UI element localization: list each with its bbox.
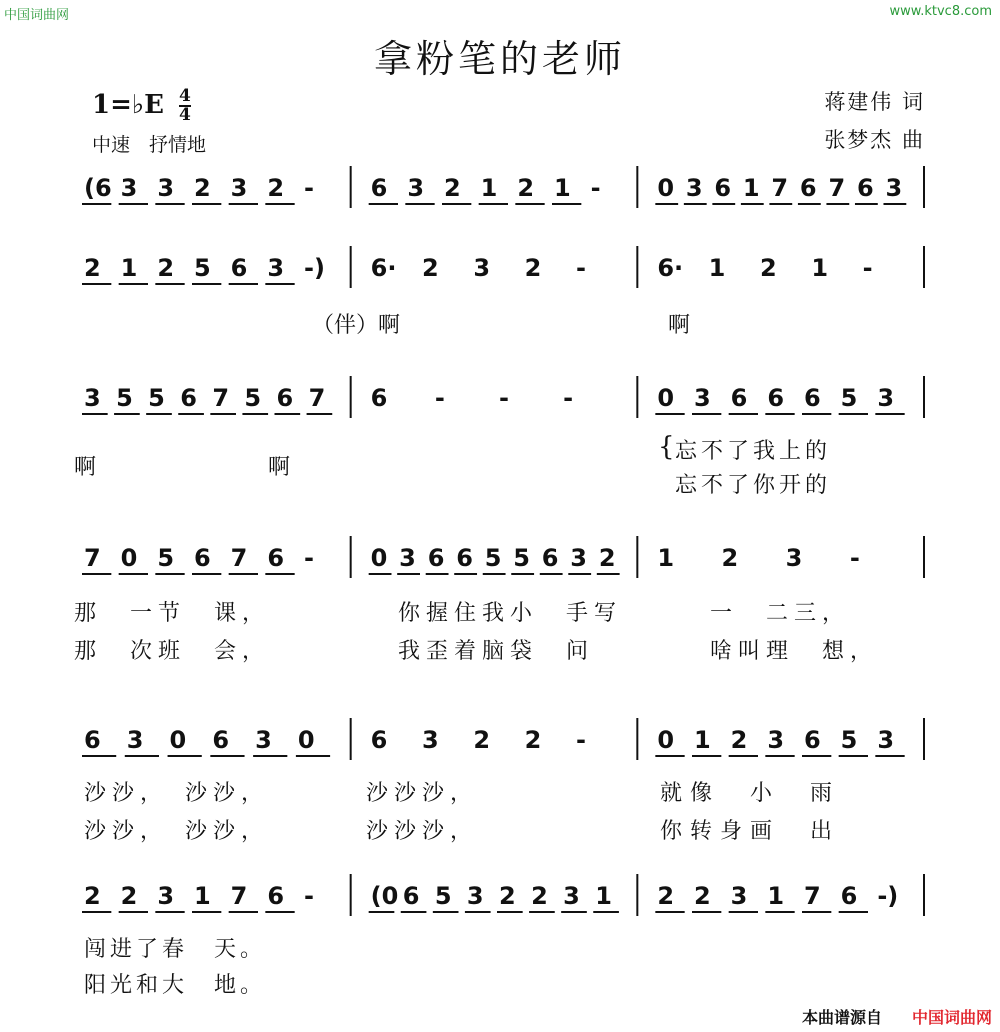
note: 2 bbox=[84, 882, 101, 910]
note: 2 bbox=[730, 726, 748, 754]
time-sig-top: 4 bbox=[179, 86, 191, 106]
note: 2 bbox=[157, 254, 175, 282]
staff-2 bbox=[70, 240, 940, 336]
note: 5 bbox=[840, 384, 858, 412]
note: 2 bbox=[598, 544, 616, 572]
note: 6 bbox=[730, 384, 748, 412]
note: 5 bbox=[840, 726, 858, 754]
note: 3 bbox=[422, 726, 439, 754]
time-signature bbox=[179, 88, 191, 124]
note: 3 bbox=[785, 544, 803, 572]
note: 3 bbox=[877, 384, 895, 412]
note: 6 bbox=[456, 544, 473, 572]
lyric-line: 一 二三， bbox=[710, 601, 851, 626]
note: 0 bbox=[297, 726, 315, 754]
staff-5-notation bbox=[70, 712, 940, 782]
note: 3 bbox=[407, 174, 425, 202]
note: 5 bbox=[484, 544, 502, 572]
note: - bbox=[590, 174, 601, 202]
note: 6 bbox=[427, 544, 445, 572]
note: - bbox=[304, 174, 314, 202]
note: 6 bbox=[799, 174, 817, 202]
lyric-line: 啊 bbox=[268, 455, 291, 480]
note: 6 bbox=[856, 174, 874, 202]
note: 1 bbox=[767, 882, 785, 910]
lyric-line: 沙沙， 沙沙， bbox=[84, 781, 270, 806]
staff-4 bbox=[70, 530, 940, 664]
note: 7 bbox=[212, 384, 230, 412]
note: 6 bbox=[180, 384, 197, 412]
note: - bbox=[563, 384, 574, 412]
note: 7 bbox=[230, 882, 248, 910]
note: 0 bbox=[370, 544, 388, 572]
lyric-line: 沙沙沙， bbox=[366, 819, 479, 844]
note: 5 bbox=[434, 882, 452, 910]
note: 3 bbox=[466, 882, 484, 910]
note: 6 bbox=[370, 384, 388, 412]
note: 6 bbox=[84, 726, 101, 754]
note: 1 bbox=[480, 174, 498, 202]
lyric-line: 那 次班 会， bbox=[74, 639, 271, 664]
note: 7 bbox=[84, 544, 101, 572]
verse-brace: { bbox=[658, 432, 675, 462]
note: 2 bbox=[267, 174, 285, 202]
lyric-line: 沙沙， 沙沙， bbox=[84, 819, 270, 844]
note: - bbox=[576, 254, 586, 282]
staff-5 bbox=[70, 712, 940, 844]
note: 3 bbox=[120, 174, 138, 202]
note: 1 bbox=[694, 726, 711, 754]
note: 3 bbox=[473, 254, 491, 282]
note: 3 bbox=[563, 882, 580, 910]
note: 6 bbox=[370, 174, 388, 202]
note: 5 bbox=[244, 384, 262, 412]
lyricist-credit: 蒋建伟 词 bbox=[824, 90, 925, 114]
note: -) bbox=[877, 882, 899, 910]
note: 6 bbox=[714, 174, 732, 202]
lyric-line: 忘不了你开的 bbox=[675, 473, 832, 498]
note: 3 bbox=[84, 384, 101, 412]
staff-6 bbox=[70, 868, 940, 998]
note: 6 bbox=[402, 882, 420, 910]
lyric-line: 你转身画 出 bbox=[660, 819, 841, 844]
note: - bbox=[304, 882, 314, 910]
note: 6 bbox=[370, 726, 388, 754]
note: 3 bbox=[267, 254, 285, 282]
note: 6 bbox=[804, 726, 821, 754]
staff-3 bbox=[70, 370, 940, 498]
note: 7 bbox=[771, 174, 789, 202]
note: 7 bbox=[230, 544, 248, 572]
note: 0 bbox=[657, 384, 675, 412]
lyric-line: 那 一节 课， bbox=[74, 601, 271, 626]
lyric-line: 沙沙沙， bbox=[366, 781, 479, 806]
note: 2 bbox=[422, 254, 439, 282]
note: 0 bbox=[657, 726, 675, 754]
note: 6 bbox=[840, 882, 858, 910]
note: 3 bbox=[230, 174, 248, 202]
note: 2 bbox=[524, 254, 542, 282]
key-signature bbox=[92, 88, 191, 124]
note: 1 bbox=[657, 544, 675, 572]
note: 5 bbox=[116, 384, 133, 412]
song-title: 拿粉笔的老师 bbox=[373, 37, 626, 81]
note: 0 bbox=[169, 726, 187, 754]
note: 6 bbox=[194, 544, 211, 572]
note: 6 bbox=[541, 544, 559, 572]
note: 2 bbox=[657, 882, 675, 910]
note: 2 bbox=[499, 882, 516, 910]
note: - bbox=[849, 544, 860, 572]
watermark-site-name: 中国词曲网 bbox=[4, 8, 70, 23]
note: 1 bbox=[194, 882, 211, 910]
note: - bbox=[304, 544, 314, 572]
note: 5 bbox=[513, 544, 530, 572]
note: 6 bbox=[267, 544, 285, 572]
note: 5 bbox=[157, 544, 175, 572]
note: 2 bbox=[524, 726, 542, 754]
note: 3 bbox=[694, 384, 711, 412]
note: 6 bbox=[767, 384, 785, 412]
note: 0 bbox=[657, 174, 675, 202]
note: 6 bbox=[267, 882, 285, 910]
note: 3 bbox=[885, 174, 903, 202]
note: 7 bbox=[828, 174, 846, 202]
note: 2 bbox=[760, 254, 777, 282]
note: 3 bbox=[255, 726, 272, 754]
note: 2 bbox=[473, 726, 491, 754]
note: 1 bbox=[554, 174, 571, 202]
lyric-line: 啊 bbox=[74, 455, 97, 480]
note: 3 bbox=[570, 544, 587, 572]
note: 1 bbox=[811, 254, 829, 282]
note: 2 bbox=[444, 174, 461, 202]
note: 7 bbox=[308, 384, 326, 412]
note: 7 bbox=[804, 882, 821, 910]
note: - bbox=[499, 384, 509, 412]
note: 2 bbox=[531, 882, 548, 910]
note: 3 bbox=[767, 726, 785, 754]
composer-credit: 张梦杰 曲 bbox=[824, 128, 925, 152]
note: 6 bbox=[212, 726, 230, 754]
note: 1 bbox=[595, 882, 612, 910]
note: (0 bbox=[370, 882, 399, 910]
note: 2 bbox=[721, 544, 739, 572]
note: 5 bbox=[148, 384, 165, 412]
note: 1 bbox=[708, 254, 726, 282]
staff-3-notation bbox=[70, 370, 940, 440]
staff-4-notation bbox=[70, 530, 940, 600]
note: (6 bbox=[84, 174, 112, 202]
note: 2 bbox=[694, 882, 711, 910]
note: 3 bbox=[157, 882, 175, 910]
note: 2 bbox=[84, 254, 101, 282]
note: 3 bbox=[877, 726, 895, 754]
note: 3 bbox=[730, 882, 748, 910]
lyric-line: 你握住我小 手写 bbox=[398, 601, 623, 626]
note: - bbox=[862, 254, 873, 282]
lyric-line: 我歪着脑袋 问 bbox=[398, 639, 595, 664]
note: 3 bbox=[685, 174, 703, 202]
footer-site-name: 中国词曲网 bbox=[911, 1008, 992, 1027]
note: 6 bbox=[230, 254, 248, 282]
note: 1 bbox=[742, 174, 760, 202]
note: 3 bbox=[157, 174, 175, 202]
watermark-url: www.ktvc8.com bbox=[889, 4, 992, 19]
note: 5 bbox=[194, 254, 211, 282]
note: 2 bbox=[194, 174, 211, 202]
tempo-marking: 中速 抒情地 bbox=[92, 134, 207, 156]
note: 3 bbox=[126, 726, 144, 754]
lyric-line: 就像 小 雨 bbox=[660, 781, 841, 806]
note: 6· bbox=[657, 254, 684, 282]
lyric-line: 啊 bbox=[668, 313, 691, 338]
note: 1 bbox=[120, 254, 138, 282]
footer-source-label: 本曲谱源自 bbox=[801, 1008, 882, 1027]
note: 2 bbox=[517, 174, 535, 202]
note: 6 bbox=[804, 384, 821, 412]
lyric-line: 闯进了春 天。 bbox=[84, 937, 267, 962]
lyric-line: 阳光和大 地。 bbox=[84, 973, 267, 998]
note: 0 bbox=[120, 544, 138, 572]
lyric-line: 忘不了我上的 bbox=[675, 439, 832, 464]
staff-6-notation bbox=[70, 868, 940, 938]
note: 2 bbox=[120, 882, 138, 910]
note: 3 bbox=[399, 544, 416, 572]
note: 6· bbox=[370, 254, 397, 282]
key-label: 1=♭E bbox=[92, 90, 164, 120]
lyric-line: 啥叫理 想， bbox=[710, 639, 879, 664]
note: - bbox=[434, 384, 445, 412]
lyric-line: （伴）啊 bbox=[312, 313, 401, 338]
note: -) bbox=[304, 254, 325, 282]
note: 6 bbox=[276, 384, 294, 412]
staff-1-notation bbox=[70, 160, 940, 230]
staff-2-notation bbox=[70, 240, 940, 310]
note: - bbox=[576, 726, 586, 754]
time-sig-bottom: 4 bbox=[179, 105, 191, 125]
